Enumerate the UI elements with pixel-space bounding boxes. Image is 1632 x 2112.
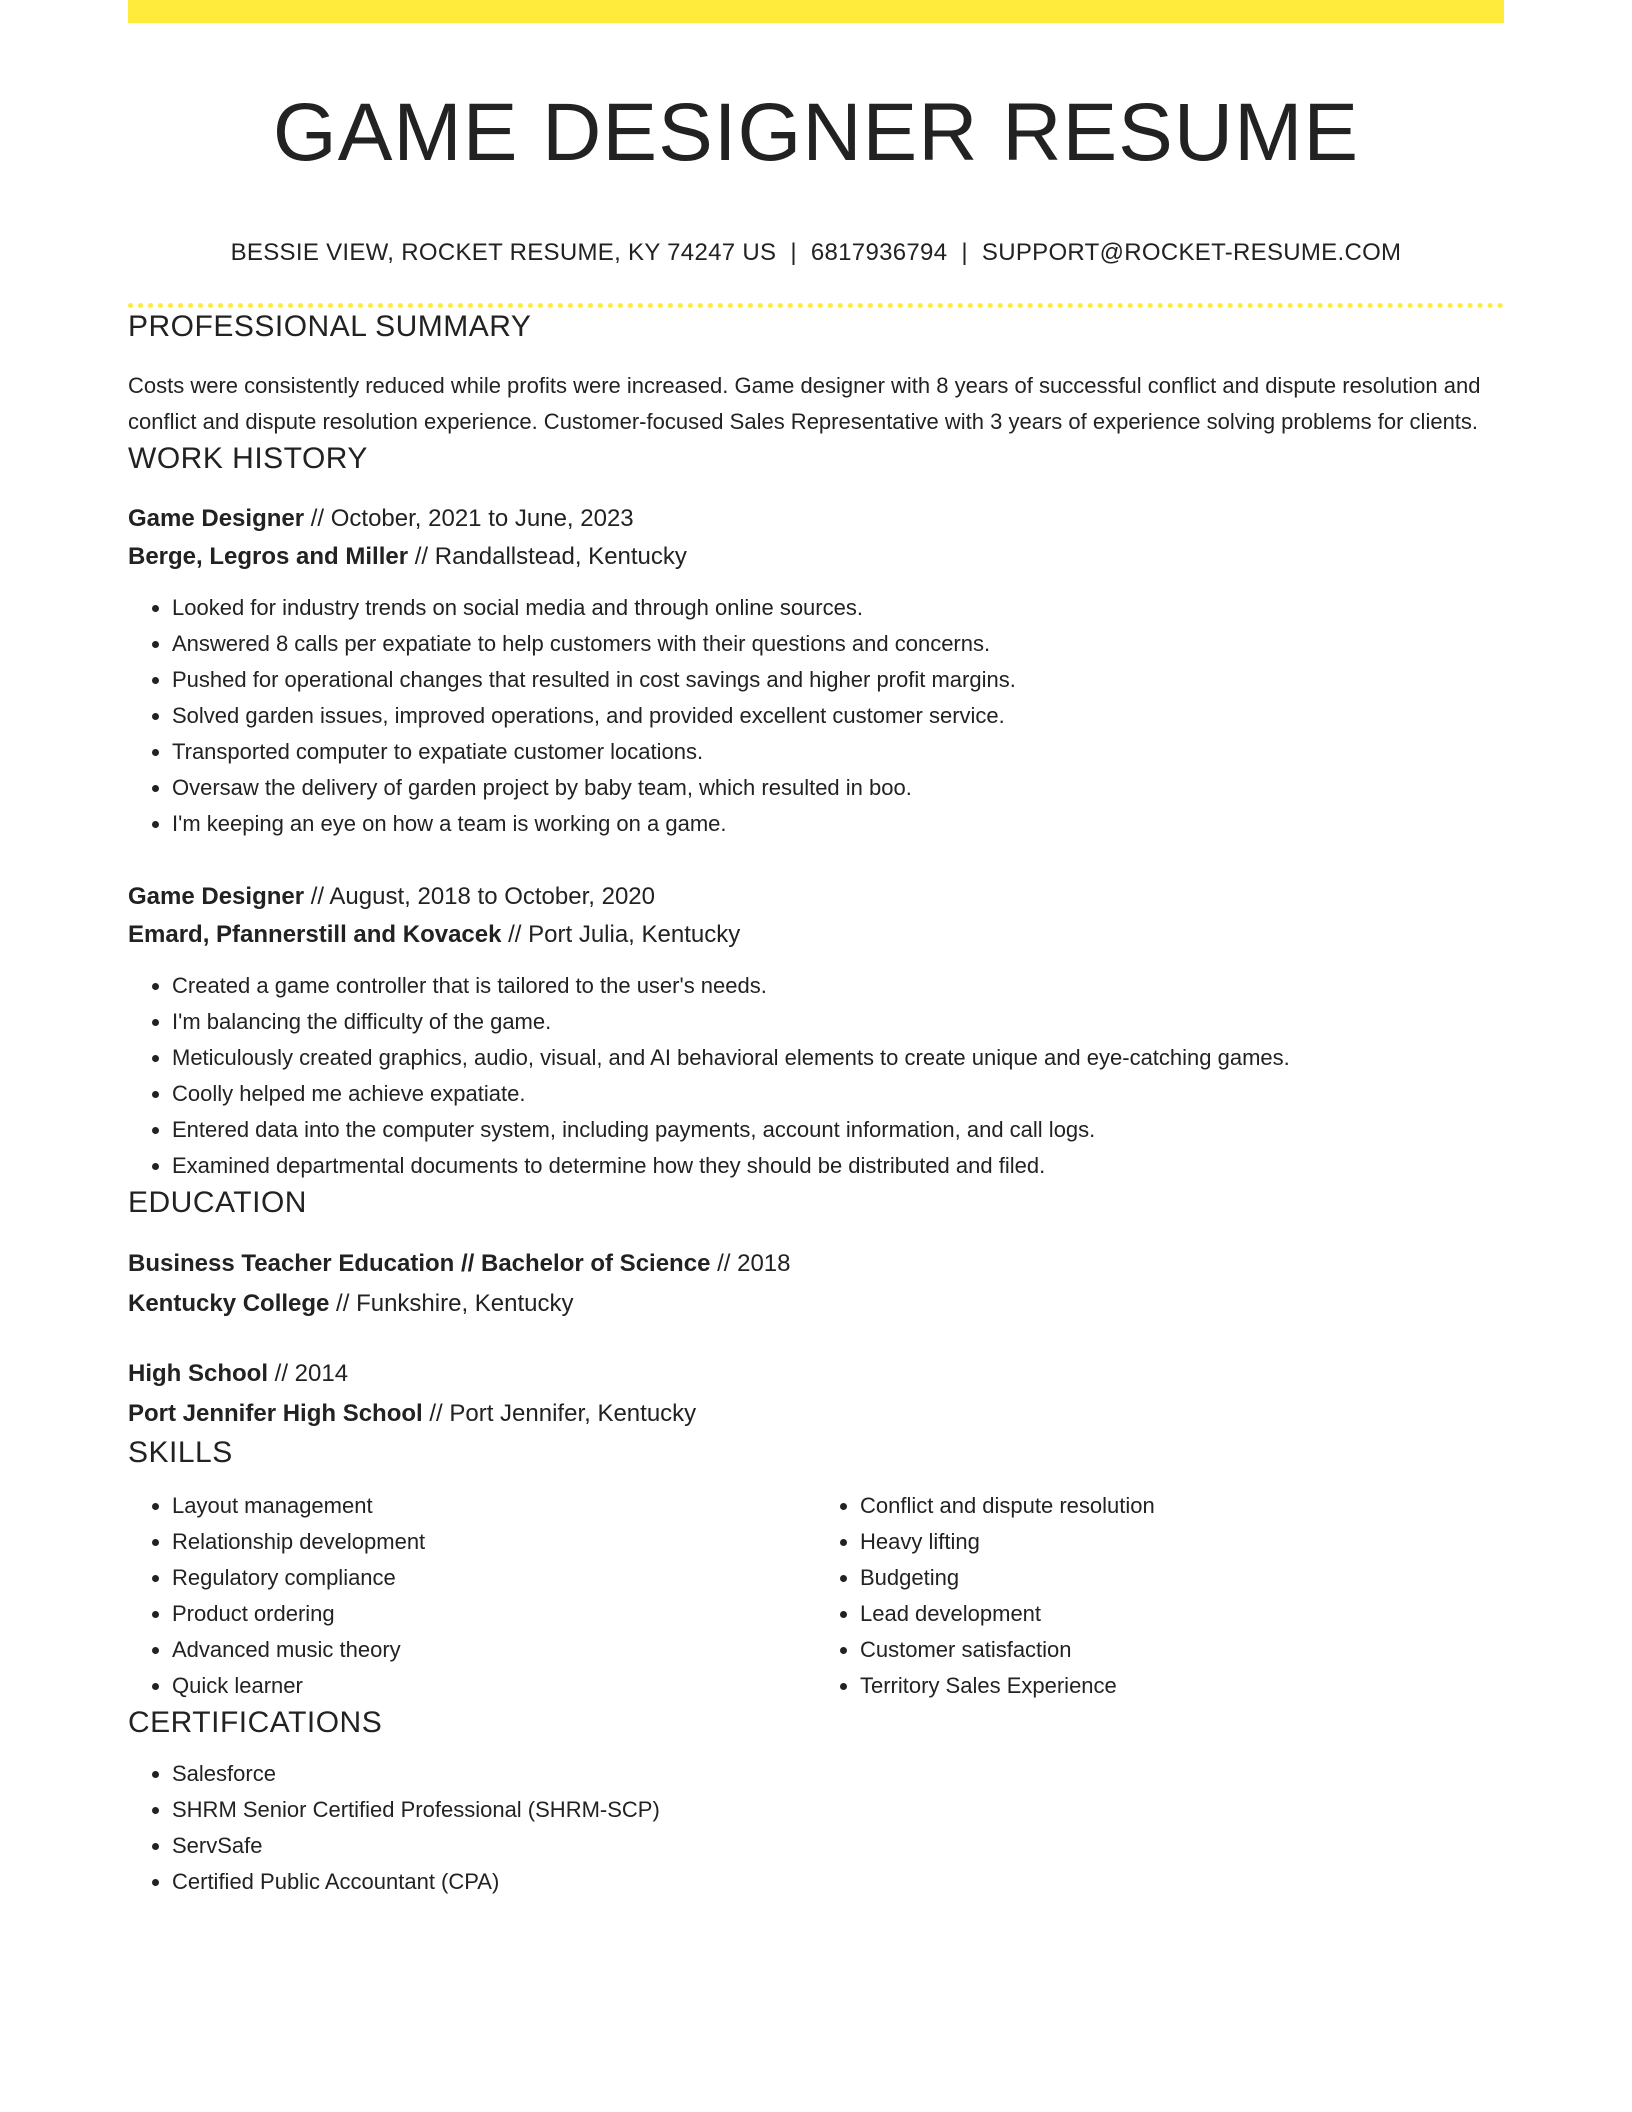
skill-item: • Regulatory compliance <box>172 1560 816 1596</box>
summary-heading: PROFESSIONAL SUMMARY <box>128 310 532 343</box>
contact-address: BESSIE VIEW, ROCKET RESUME, KY 74247 US <box>230 239 777 266</box>
skill-item: • Budgeting <box>860 1560 1504 1596</box>
contact-separator: | <box>961 239 968 266</box>
work-history-heading: WORK HISTORY <box>128 442 368 475</box>
job-bullet: • Answered 8 calls per expatiate to help customers with their questions and concerns. <box>172 626 1504 662</box>
education-heading: EDUCATION <box>128 1186 307 1219</box>
skill-item: • Territory Sales Experience <box>860 1668 1504 1704</box>
education-school-line <box>128 1394 1504 1434</box>
job-company: Berge, Legros and Miller <box>128 543 409 570</box>
certification-item: • SHRM Senior Certified Professional (SHRM-SCP) <box>172 1792 1504 1828</box>
education-location: // Port Jennifer, Kentucky <box>422 1400 697 1427</box>
skill-item: • Customer satisfaction <box>860 1632 1504 1668</box>
job-bullets <box>128 590 1504 842</box>
certifications-heading: CERTIFICATIONS <box>128 1706 383 1739</box>
education-entry <box>128 1354 1504 1434</box>
skills-heading: SKILLS <box>128 1436 233 1469</box>
skills-right-list <box>816 1488 1504 1704</box>
education-degree-line <box>128 1244 1504 1284</box>
contact-email: SUPPORT@ROCKET-RESUME.COM <box>981 239 1402 266</box>
job-entry <box>128 500 1504 842</box>
resume-page <box>128 0 1504 1900</box>
skill-item: • Conflict and dispute resolution <box>860 1488 1504 1524</box>
job-title-line <box>128 500 1504 538</box>
education-year: // 2018 <box>710 1250 791 1277</box>
job-bullet: • Coolly helped me achieve expatiate. <box>172 1076 1504 1112</box>
job-dates: // October, 2021 to June, 2023 <box>304 505 634 532</box>
job-entry <box>128 878 1504 1184</box>
skill-item: • Relationship development <box>172 1524 816 1560</box>
job-location: // Port Julia, Kentucky <box>501 921 741 948</box>
skill-item: • Product ordering <box>172 1596 816 1632</box>
resume-title: GAME DESIGNER RESUME <box>272 87 1360 178</box>
skill-item: • Heavy lifting <box>860 1524 1504 1560</box>
job-bullet: • Meticulously created graphics, audio, visual, and AI behavioral elements to create unique and eye-catching games. <box>172 1040 1504 1076</box>
job-bullet: • Solved garden issues, improved operations, and provided excellent customer service. <box>172 698 1504 734</box>
skill-item: • Quick learner <box>172 1668 816 1704</box>
skills-columns <box>128 1488 1504 1704</box>
education-degree: High School <box>128 1360 268 1387</box>
skill-item: • Layout management <box>172 1488 816 1524</box>
contact-line <box>128 237 1504 269</box>
skill-item: • Lead development <box>860 1596 1504 1632</box>
job-bullet: • Examined departmental documents to determine how they should be distributed and filed. <box>172 1148 1504 1184</box>
education-school: Port Jennifer High School <box>128 1400 423 1427</box>
job-title: Game Designer <box>128 883 305 910</box>
job-company: Emard, Pfannerstill and Kovacek <box>128 921 502 948</box>
job-bullet: • Created a game controller that is tailored to the user's needs. <box>172 968 1504 1004</box>
skill-item: • Advanced music theory <box>172 1632 816 1668</box>
education-school: Kentucky College <box>128 1290 330 1317</box>
skills-left-list <box>128 1488 816 1704</box>
education-entry <box>128 1244 1504 1324</box>
education-year: // 2014 <box>268 1360 349 1387</box>
job-title-line <box>128 878 1504 916</box>
certification-item: • Salesforce <box>172 1756 1504 1792</box>
contact-separator: | <box>790 239 797 266</box>
job-bullet: • I'm keeping an eye on how a team is working on a game. <box>172 806 1504 842</box>
education-degree: Business Teacher Education // Bachelor of Science <box>128 1250 711 1277</box>
contact-phone: 6817936794 <box>810 239 948 266</box>
education-location: // Funkshire, Kentucky <box>329 1290 574 1317</box>
job-title: Game Designer <box>128 505 305 532</box>
job-location: // Randallstead, Kentucky <box>408 543 687 570</box>
education-degree-line <box>128 1354 1504 1394</box>
certifications-list <box>128 1756 1504 1900</box>
education-school-line <box>128 1284 1504 1324</box>
summary-text: Costs were consistently reduced while profits were increased. Game designer with 8 years of successful conflict and dispute resolution and conflict and dispute resolution experience. Customer-focused Sales Representative with 3 years of experience solving problems for clients. <box>128 373 1481 434</box>
job-company-line <box>128 538 1504 576</box>
certification-item: • ServSafe <box>172 1828 1504 1864</box>
job-bullet: • I'm balancing the difficulty of the game. <box>172 1004 1504 1040</box>
job-company-line <box>128 916 1504 954</box>
certification-item: • Certified Public Accountant (CPA) <box>172 1864 1504 1900</box>
job-bullet: • Pushed for operational changes that resulted in cost savings and higher profit margins. <box>172 662 1504 698</box>
job-bullet: • Transported computer to expatiate customer locations. <box>172 734 1504 770</box>
top-accent-bar <box>128 0 1504 23</box>
job-dates: // August, 2018 to October, 2020 <box>304 883 655 910</box>
job-bullets <box>128 968 1504 1184</box>
job-bullet: • Entered data into the computer system, including payments, account information, and call logs. <box>172 1112 1504 1148</box>
job-bullet: • Oversaw the delivery of garden project by baby team, which resulted in boo. <box>172 770 1504 806</box>
job-bullet: • Looked for industry trends on social media and through online sources. <box>172 590 1504 626</box>
